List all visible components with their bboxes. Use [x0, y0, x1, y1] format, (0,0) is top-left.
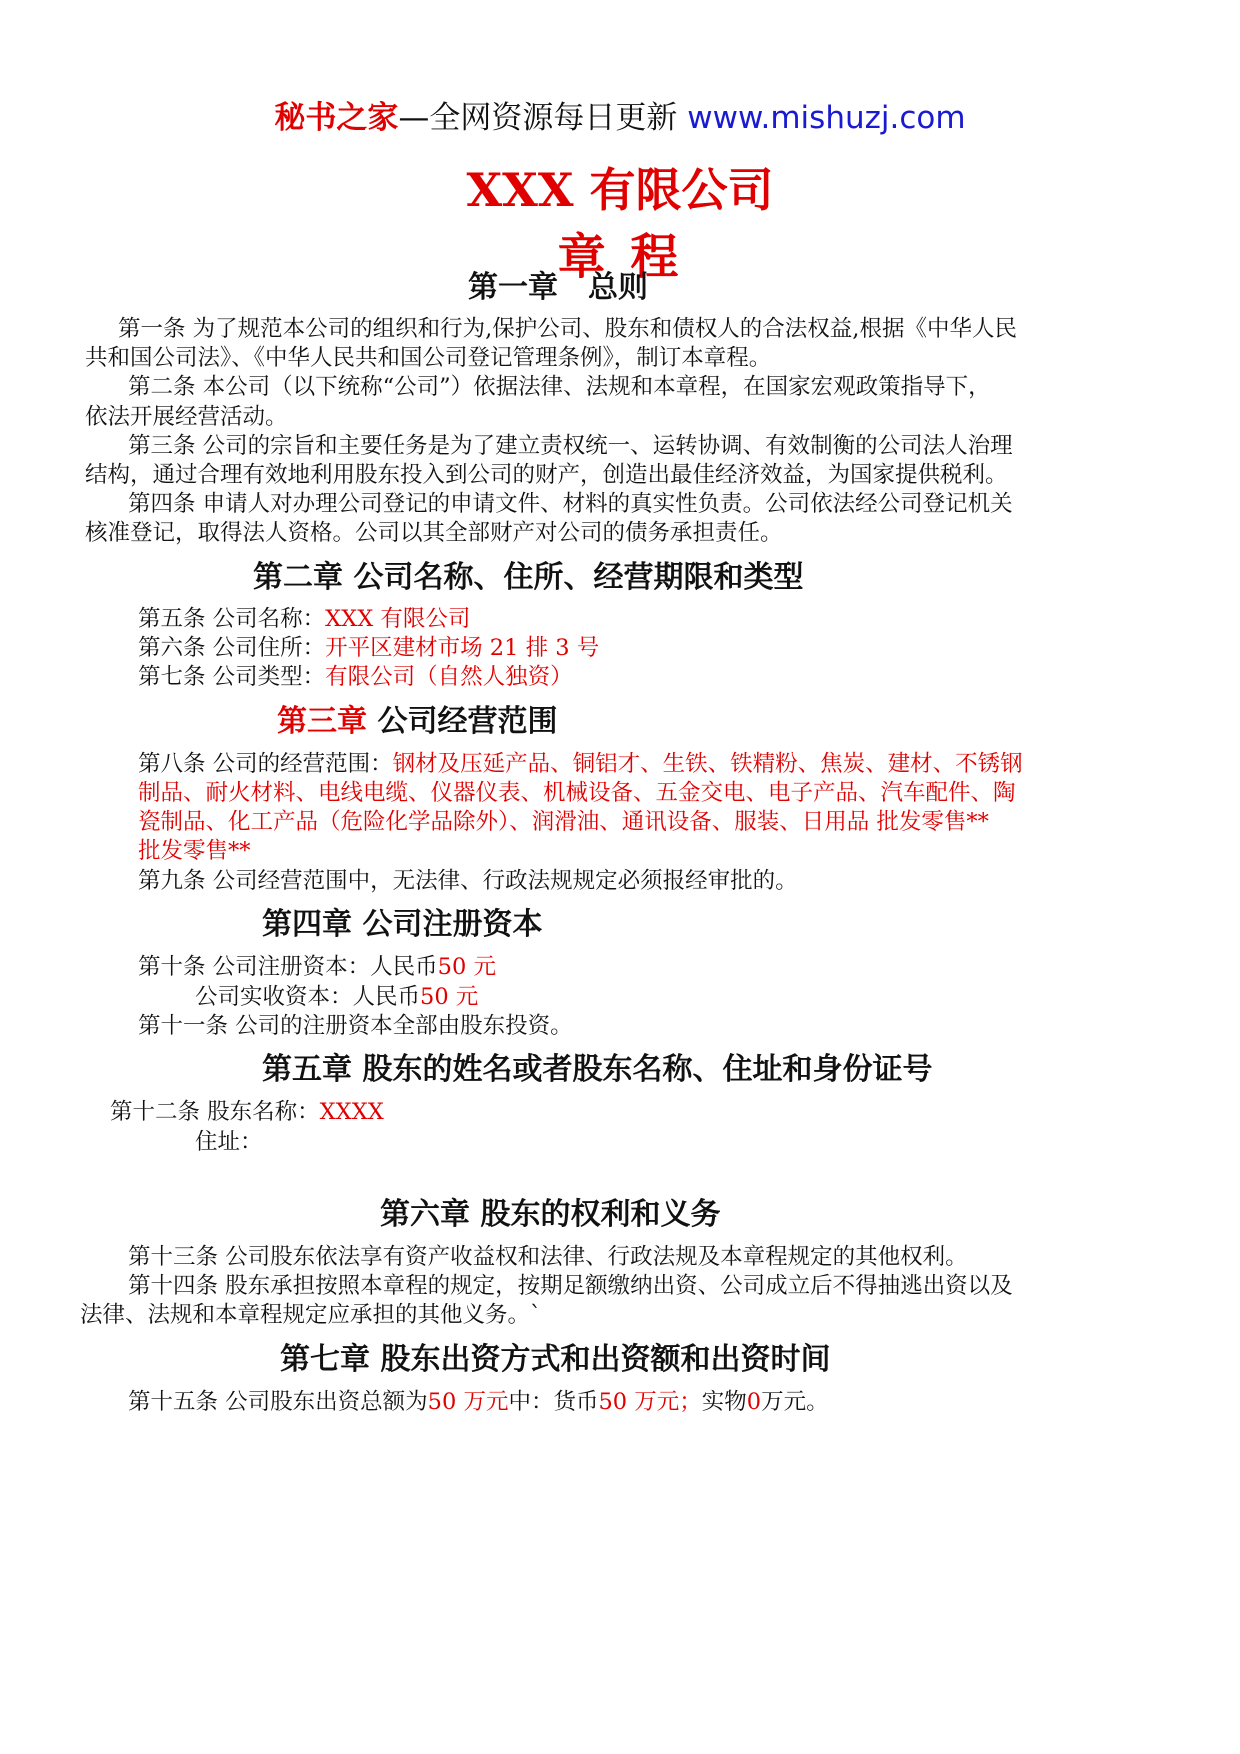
- cash-contribution-value: 50 万元；: [598, 1389, 702, 1415]
- cash-label: 中：货币: [508, 1389, 599, 1415]
- article-5-label: 第五条 公司名称：: [138, 606, 326, 632]
- article-3-line-2: 结构，通过合理有效地利用股东投入到公司的财产，创造出最佳经济效益，为国家提供税利。: [85, 462, 1008, 488]
- site-slogan: —全网资源每日更新: [398, 100, 678, 136]
- company-address-value: 开平区建材市场 21 排 3 号: [325, 635, 600, 661]
- article-5: [138, 604, 470, 634]
- chapter-6-heading: 第六章 股东的权利和义务: [380, 1197, 721, 1232]
- site-url-link[interactable]: www.mishuzj.com: [687, 100, 966, 136]
- article-15: [128, 1387, 829, 1417]
- paid-in-capital-label: 公司实收资本：人民币: [195, 984, 421, 1010]
- article-14-line-2: 法律、法规和本章程规定应承担的其他义务。`: [80, 1302, 542, 1328]
- article-14-line-1: 第十四条 股东承担按照本章程的规定，按期足额缴纳出资、公司成立后不得抽逃出资以及: [128, 1273, 1013, 1299]
- business-scope-line-4: 批发零售**: [138, 838, 251, 864]
- business-scope-line-3: 瓷制品、化工产品（危险化学品除外）、润滑油、通讯设备、服装、日用品 批发零售**: [138, 809, 989, 835]
- shareholder-address-label: 住址：: [195, 1129, 263, 1155]
- company-title: XXX 有限公司: [466, 163, 774, 217]
- article-8-label: 第八条 公司的经营范围：: [138, 751, 393, 777]
- article-12: [110, 1097, 384, 1127]
- business-scope-line-2: 制品、耐火材料、电线电缆、仪器仪表、机械设备、五金交电、电子产品、汽车配件、陶: [138, 780, 1016, 806]
- in-kind-contribution-value: 0: [746, 1389, 762, 1415]
- article-6: [138, 633, 599, 663]
- company-name-value: XXX 有限公司: [325, 606, 471, 632]
- chapter-4-heading: 第四章 公司注册资本: [262, 907, 543, 942]
- company-type-value: 有限公司（自然人独资）: [325, 664, 573, 690]
- site-banner: [0, 98, 1240, 138]
- in-kind-label: 实物: [701, 1389, 747, 1415]
- article-1-line-1: 第一条 为了规范本公司的组织和行为,保护公司、股东和债权人的合法权益,根据《中华人民: [118, 316, 1017, 342]
- chapter-2-heading: 第二章 公司名称、住所、经营期限和类型: [253, 560, 804, 595]
- document-title: 章 程: [557, 229, 683, 285]
- chapter-3-title: 公司经营范围: [367, 704, 558, 739]
- in-kind-unit: 万元。: [761, 1389, 829, 1415]
- article-11: 第十一条 公司的注册资本全部由股东投资。: [138, 1013, 573, 1039]
- article-9: 第九条 公司经营范围中，无法律、行政法规规定必须报经审批的。: [138, 868, 798, 894]
- article-8-line-1: [138, 749, 1023, 779]
- chapter-7-heading: 第七章 股东出资方式和出资额和出资时间: [280, 1342, 831, 1377]
- article-4-line-1: 第四条 申请人对办理公司登记的申请文件、材料的真实性负责。公司依法经公司登记机关: [128, 491, 1013, 517]
- chapter-3-heading: [277, 702, 557, 742]
- article-6-label: 第六条 公司住所：: [138, 635, 326, 661]
- article-2-line-2: 依法开展经营活动。: [85, 404, 288, 430]
- shareholder-name-value: XXXX: [319, 1099, 384, 1125]
- business-scope-line-1: 钢材及压延产品、铜铝才、生铁、铁精粉、焦炭、建材、不锈钢: [392, 751, 1023, 777]
- article-7-label: 第七条 公司类型：: [138, 664, 326, 690]
- article-2-line-1: 第二条 本公司（以下统称“公司”）依据法律、法规和本章程，在国家宏观政策指导下，: [128, 374, 991, 400]
- article-10: [138, 952, 496, 982]
- site-name: 秘书之家: [274, 100, 399, 136]
- article-1-line-2: 共和国公司法》、《中华人民共和国公司登记管理条例》，制订本章程。: [85, 345, 772, 371]
- chapter-3-number: 第三章: [277, 704, 367, 739]
- paid-in-capital: [195, 982, 478, 1012]
- chapter-5-heading: 第五章 股东的姓名或者股东名称、住址和身份证号: [262, 1052, 933, 1087]
- chapter-1-heading: 第一章 总则: [468, 270, 648, 305]
- article-10-label: 第十条 公司注册资本：人民币: [138, 954, 438, 980]
- article-15-label: 第十五条 公司股东出资总额为: [128, 1389, 428, 1415]
- registered-capital-value: 50 元: [437, 954, 496, 980]
- article-4-line-2: 核准登记，取得法人资格。公司以其全部财产对公司的债务承担责任。: [85, 520, 783, 546]
- article-7: [138, 662, 573, 692]
- paid-in-capital-value: 50 元: [420, 984, 479, 1010]
- article-12-label: 第十二条 股东名称：: [110, 1099, 320, 1125]
- article-13: 第十三条 公司股东依法享有资产收益权和法律、行政法规及本章程规定的其他权利。: [128, 1244, 968, 1270]
- total-contribution-value: 50 万元: [427, 1389, 509, 1415]
- article-3-line-1: 第三条 公司的宗旨和主要任务是为了建立责权统一、运转协调、有效制衡的公司法人治理: [128, 433, 1013, 459]
